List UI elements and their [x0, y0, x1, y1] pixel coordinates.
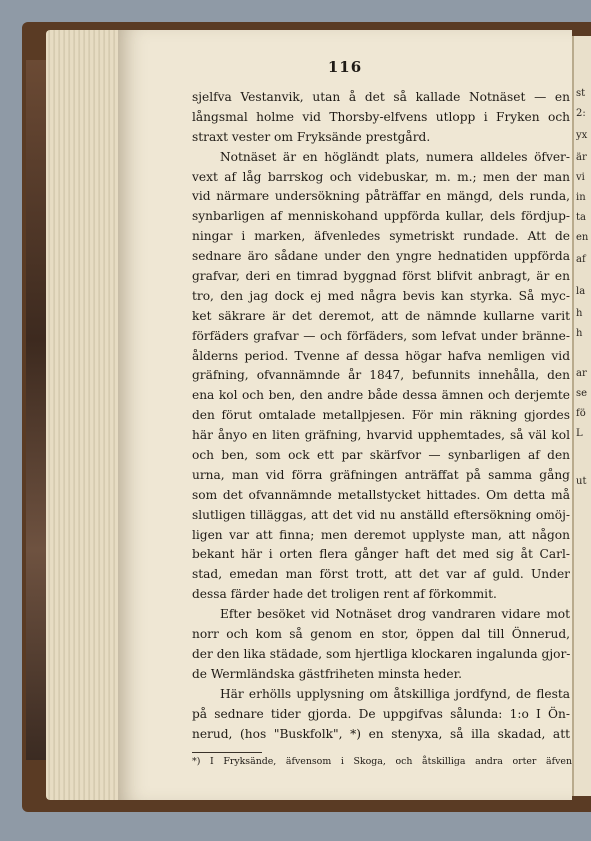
text-line: straxt vester om Fryksände prestgård. [192, 129, 431, 144]
page-number: 116 [327, 58, 363, 76]
adjacent-page-fragment: st [576, 88, 586, 99]
adjacent-page-fragment: fö [576, 408, 586, 419]
text-line: ena kol och ben, den andre både dessa ämnen och derjemte [192, 388, 570, 403]
text-line: Här erhölls upplysning om åtskilliga jordfynd, de flesta [220, 686, 570, 701]
adjacent-page-fragment: h [576, 308, 583, 319]
text-line: ningar i marken, äfvenledes symetriskt rundade. Att de [192, 229, 570, 244]
adjacent-page-fragment: L [576, 428, 583, 439]
page-stack-edge [46, 30, 128, 800]
text-line: norr och kom så genom en stor, öppen dal till Önnerud, [192, 627, 570, 642]
text-line: nerud, (hos "Buskfolk", *) en stenyxa, så illa skadad, att [192, 726, 570, 741]
adjacent-page-fragment: ut [576, 476, 587, 487]
text-line: sjelfva Vestanvik, utan å det så kallade Notnäset — en [192, 90, 570, 104]
text-line: Notnäset är en högländt plats, numera alldeles öfver- [220, 149, 570, 164]
text-line: den förut omtalade metallpjesen. För min räkning gjordes [192, 408, 570, 423]
adjacent-page-fragment: se [576, 388, 588, 399]
text-line: ket säkrare är det deremot, att de nämnde kullarne varit [192, 308, 570, 323]
adjacent-page-fragment: yx [576, 130, 588, 141]
adjacent-page-fragment: 2: [576, 108, 586, 119]
text-line: och ben, som ock ett par skärfvor — synbarligen af den [192, 448, 570, 463]
adjacent-page-fragment: la [576, 286, 586, 297]
adjacent-page-fragment: ta [576, 212, 586, 223]
text-line: som det ofvannämnde metallstycket hittades. Om detta må [192, 487, 570, 502]
adjacent-page-fragment: h [576, 328, 583, 339]
text-line: synbarligen af menniskohand uppförda kullar, dels fördjup- [192, 209, 570, 224]
text-line: tro, den jag dock ej med några bevis kan styrka. Så myc- [192, 288, 570, 303]
text-line: sednare äro sådane under den yngre hednatiden uppförda [192, 249, 570, 264]
book-spine [26, 60, 48, 760]
text-line: bekant här i orten flera gånger haft det med sig åt Carl- [192, 547, 570, 562]
book-page [118, 30, 572, 800]
adjacent-page-fragment: ar [576, 368, 587, 379]
footnote: *) I Fryksände, äfvensom i Skoga, och åtskilliga andra orter äfven [192, 756, 572, 767]
footnote-divider [192, 752, 262, 753]
text-line: urna, man vid förra gräfningen anträffat på samma gång [192, 467, 570, 482]
text-line: grafvar, deri en timrad byggnad först blifvit anbragt, är en [192, 269, 570, 284]
text-line: der den lika städade, som hjertliga klockaren ingalunda gjor- [192, 646, 570, 661]
text-line: här ånyo en liten gräfning, hvarvid upphemtades, så väl kol [192, 428, 570, 443]
adjacent-page-fragment: af [576, 254, 586, 265]
adjacent-page-fragment: vi [576, 172, 585, 183]
text-line: stad, emedan man först trott, att det var af guld. Under [192, 567, 570, 582]
text-line: Efter besöket vid Notnäset drog vandraren vidare mot [220, 607, 570, 622]
text-line: ligen var att finna; men deremot upplyste man, att någon [192, 527, 570, 542]
text-line: långsmal holme vid Thorsby-elfvens utlopp i Fryken och [192, 109, 570, 124]
text-line: de Wermländska gästfriheten minsta heder. [192, 666, 462, 681]
adjacent-page-edge [572, 36, 591, 796]
text-line: ålderns period. Tvenne af dessa högar hafva nemligen vid [192, 348, 570, 363]
text-line: på sednare tider gjorda. De uppgifvas sålunda: 1:o I Ön- [192, 706, 570, 721]
adjacent-page-fragment: är [576, 152, 587, 163]
text-line: vid närmare undersökning påträffar en mängd, dels runda, [192, 189, 570, 204]
text-line: förfäders grafvar — och förfäders, som lefvat under bränne- [192, 328, 570, 343]
adjacent-page-fragment: in [576, 192, 586, 203]
text-line: vext af låg barrskog och videbuskar, m. m.; men der man [192, 169, 570, 184]
text-line: slutligen tilläggas, att det vid nu anställd eftersökning omöj- [192, 507, 570, 522]
text-line: gräfning, ofvannämnde år 1847, befunnits innehålla, den [192, 368, 570, 383]
adjacent-page-fragment: en [576, 232, 589, 243]
text-line: dessa färder hade det troligen rent af förkommit. [192, 587, 497, 602]
body-text [192, 88, 570, 744]
